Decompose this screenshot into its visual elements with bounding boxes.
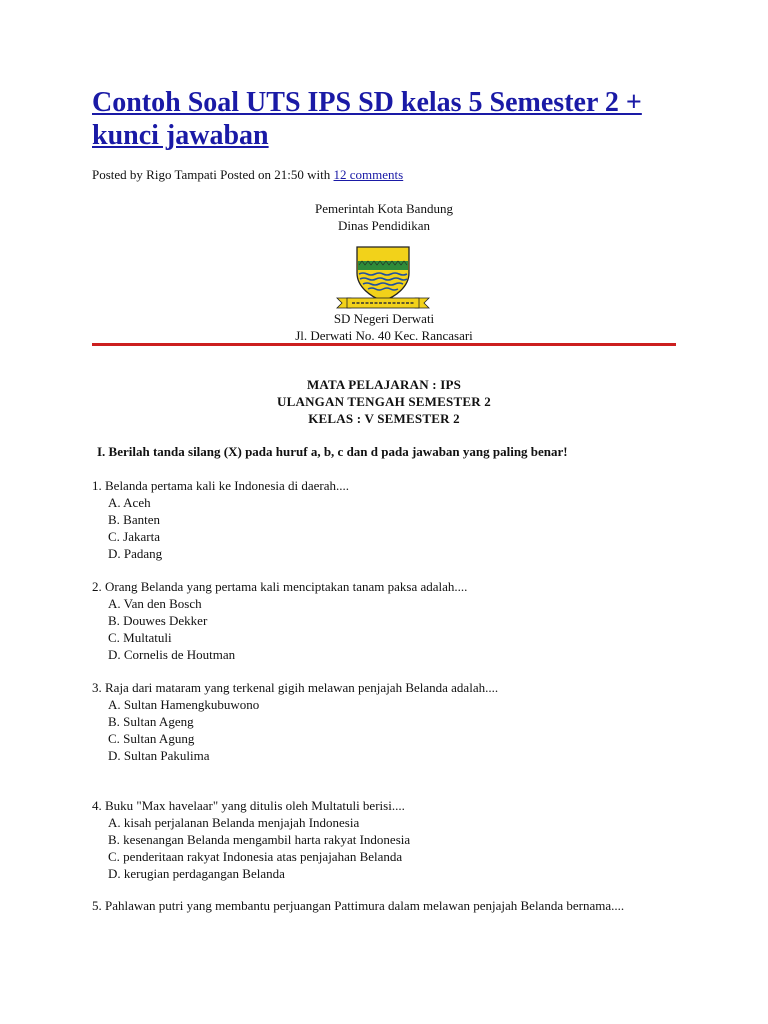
exam-class: KELAS : V SEMESTER 2 xyxy=(308,411,460,426)
gov-line: Pemerintah Kota Bandung xyxy=(315,201,453,216)
exam-subject: MATA PELAJARAN : IPS xyxy=(306,377,462,392)
q2-option-a: A. Van den Bosch xyxy=(108,596,202,611)
instruction-text: I. Berilah tanda silang (X) pada huruf a, b, c dan d pada jawaban yang paling benar! xyxy=(97,444,568,459)
dept-line: Dinas Pendidikan xyxy=(337,218,431,233)
q2-option-d: D. Cornelis de Houtman xyxy=(108,647,236,662)
q4-option-d: D. kerugian perdagangan Belanda xyxy=(108,866,285,881)
q2-option-c: C. Multatuli xyxy=(108,630,172,645)
q1-option-a: A. Aceh xyxy=(108,495,151,510)
question-4: 4. Buku "Max havelaar" yang ditulis oleh Multatuli berisi.... xyxy=(92,798,405,813)
q4-option-a: A. kisah perjalanan Belanda menjajah Indonesia xyxy=(108,815,360,830)
post-meta xyxy=(92,167,403,183)
school-address: Jl. Derwati No. 40 Kec. Rancasari xyxy=(295,328,473,343)
question-1: 1. Belanda pertama kali ke Indonesia di daerah.... xyxy=(92,478,350,493)
question-3: 3. Raja dari mataram yang terkenal gigih melawan penjajah Belanda adalah.... xyxy=(92,680,499,695)
q1-option-b: B. Banten xyxy=(108,512,160,527)
q4-option-c: C. penderitaan rakyat Indonesia atas penjajahan Belanda xyxy=(108,849,403,864)
bandung-crest-logo xyxy=(333,243,433,311)
q3-option-d: D. Sultan Pakulima xyxy=(108,748,210,763)
header-divider xyxy=(92,343,676,346)
q3-option-b: B. Sultan Ageng xyxy=(108,714,194,729)
post-meta-text: Posted by Rigo Tampati Posted on 21:50 with xyxy=(92,167,334,182)
question-2: 2. Orang Belanda yang pertama kali menciptakan tanam paksa adalah.... xyxy=(92,579,468,594)
q3-option-a: A. Sultan Hamengkubuwono xyxy=(108,697,260,712)
question-5: 5. Pahlawan putri yang membantu perjuangan Pattimura dalam melawan penjajah Belanda bernama.... xyxy=(92,898,625,913)
q2-option-b: B. Douwes Dekker xyxy=(108,613,208,628)
school-name: SD Negeri Derwati xyxy=(333,311,435,326)
q3-option-c: C. Sultan Agung xyxy=(108,731,195,746)
q1-option-d: D. Padang xyxy=(108,546,163,561)
q4-option-b: B. kesenangan Belanda mengambil harta rakyat Indonesia xyxy=(108,832,411,847)
q1-option-c: C. Jakarta xyxy=(108,529,160,544)
exam-type: ULANGAN TENGAH SEMESTER 2 xyxy=(277,394,491,409)
post-title-link[interactable]: Contoh Soal UTS IPS SD kelas 5 Semester 2 + kunci jawaban xyxy=(92,87,642,151)
comments-link[interactable]: 12 comments xyxy=(333,167,404,182)
